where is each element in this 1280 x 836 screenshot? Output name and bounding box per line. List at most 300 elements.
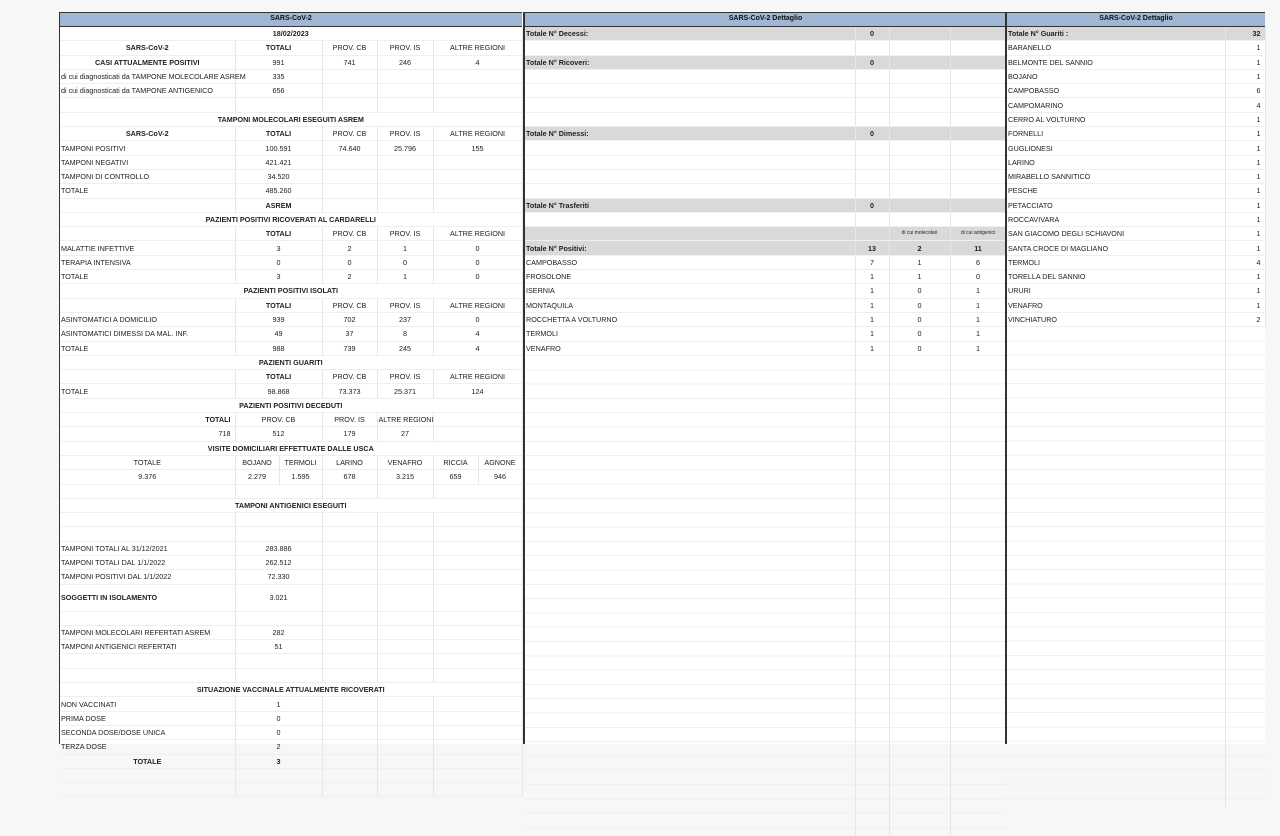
table-cell: 421.421 [235,155,322,169]
table-cell: PROV. IS [322,413,377,427]
table-row [60,184,522,198]
empty-cell [377,697,433,711]
table-row [60,668,522,682]
table-row [60,654,522,668]
table-row [60,69,522,83]
empty-cell [889,84,950,98]
empty-cell [377,625,433,639]
table-row [525,327,1006,341]
table-cell: 37 [322,327,377,341]
empty-cell [525,84,855,98]
table-row [60,640,522,654]
table-cell: 3 [235,754,322,768]
empty-cell [235,668,322,682]
table-row [60,485,522,499]
empty-cell [377,640,433,654]
table-cell: 3.215 [377,470,433,484]
table-cell: 124 [433,384,522,398]
empty-cell [60,527,235,541]
table-cell: PETACCIATO [1007,198,1225,212]
table-row [1007,141,1265,155]
table-row [525,84,1006,98]
table-row [1007,69,1265,83]
table-row [525,155,1006,169]
table-cell: 656 [235,84,322,98]
table-cell: SOGGETTI IN ISOLAMENTO [60,584,235,611]
empty-cell [60,227,235,241]
col-antigenici: di cui antigenici [950,227,1006,241]
empty-cell [855,98,889,112]
table-cell: 0 [433,270,522,284]
table-cell: FROSOLONE [525,270,855,284]
table-cell: PROV. IS [377,370,433,384]
table-row [525,141,1006,155]
table-row [1007,270,1265,284]
table-cell: SANTA CROCE DI MAGLIANO [1007,241,1225,255]
table-cell: TAMPONI ANTIGENICI REFERTATI [60,640,235,654]
table-cell: 1 [377,270,433,284]
table-cell: 0 [889,298,950,312]
table-cell: 13 [855,241,889,255]
table-cell: 678 [322,470,377,484]
empty-cell [60,768,235,782]
table-cell: ROCCAVIVARA [1007,212,1225,226]
table-row [525,298,1006,312]
table-row [60,541,522,555]
table-cell: 1 [889,270,950,284]
table-row [60,370,522,384]
empty-cell [322,711,377,725]
empty-cell [433,98,522,112]
table-cell: 1 [1225,212,1265,226]
table-cell: PROV. CB [322,227,377,241]
table-row [525,112,1006,126]
empty-cell [855,41,889,55]
table-row [525,284,1006,298]
table-cell: Totale N° Positivi: [525,241,855,255]
table-cell: TOTALI [235,127,322,141]
table-cell: 32 [1225,27,1265,41]
empty-cell [235,527,322,541]
section-title: VISITE DOMICILIARI EFFETTUATE DALLE USCA [60,441,522,455]
empty-cell [950,212,1006,226]
table-cell: 0 [950,270,1006,284]
empty-cell [60,783,235,797]
table-row [525,41,1006,55]
table-cell: 0 [889,284,950,298]
table-row [60,284,522,298]
table-cell: 1 [1225,112,1265,126]
table-row [525,212,1006,226]
table-row [60,754,522,768]
empty-cell [322,84,377,98]
table-row [1007,198,1265,212]
summary-panel [60,12,522,766]
table-cell: TOTALE [60,754,235,768]
table-cell: 991 [235,55,322,69]
detail-table [525,27,1007,356]
table-cell: 946 [478,470,522,484]
table-cell: 6 [950,255,1006,269]
table-cell: Totale N° Trasferiti [525,198,855,212]
table-cell: ASINTOMATICI DIMESSI DA MAL. INF. [60,327,235,341]
table-cell: LARINO [1007,155,1225,169]
table-row [60,298,522,312]
empty-cell [60,513,235,527]
table-row [525,241,1006,255]
table-row [60,570,522,584]
table-cell: 1 [1225,284,1265,298]
empty-cell [433,584,522,611]
table-cell: 0 [855,198,889,212]
table-cell: 3.021 [235,584,322,611]
table-row [60,498,522,512]
table-cell: ALTRE REGIONI [433,298,522,312]
empty-cell [433,84,522,98]
empty-cell [525,212,855,226]
table-cell: TAMPONI POSITIVI [60,141,235,155]
table-cell: PROV. CB [235,413,322,427]
table-cell: BARANELLO [1007,41,1225,55]
empty-cell [377,155,433,169]
table-row [1007,155,1265,169]
empty-cell [433,625,522,639]
empty-cell [433,513,522,527]
table-row [1007,84,1265,98]
table-row [60,783,522,797]
table-cell: SAN GIACOMO DEGLI SCHIAVONI [1007,227,1225,241]
table-row [525,184,1006,198]
table-cell: PROV. IS [377,127,433,141]
table-cell: 51 [235,640,322,654]
empty-cell [855,169,889,183]
panel-header: SARS-CoV-2 Dettaglio [525,12,1006,27]
table-row [60,127,522,141]
table-cell: TOTALI [235,227,322,241]
table-row [60,241,522,255]
empty-cell [60,611,235,625]
empty-cell [377,740,433,754]
table-row [1007,255,1265,269]
table-cell: 0 [377,255,433,269]
table-cell: CERRO AL VOLTURNO [1007,112,1225,126]
empty-cell [377,584,433,611]
table-cell: 1 [1225,198,1265,212]
table-cell: di cui diagnosticati da TAMPONE MOLECOLARE ASREM [60,69,235,83]
table-row [1007,241,1265,255]
table-cell: 702 [322,312,377,326]
empty-cell [950,169,1006,183]
table-cell: SARS-CoV-2 [60,127,235,141]
table-cell: 0 [433,241,522,255]
table-cell: 4 [1225,255,1265,269]
table-cell: TERMOLI [1007,255,1225,269]
section-title: PAZIENTI GUARITI [60,355,522,369]
table-cell: Totale N° Dimessi: [525,127,855,141]
empty-cell [235,654,322,668]
empty-cell [377,98,433,112]
table-cell: 237 [377,312,433,326]
report-date: 18/02/2023 [60,27,522,41]
table-cell: PROV. CB [322,298,377,312]
table-cell: TAMPONI TOTALI DAL 1/1/2022 [60,555,235,569]
table-cell: ALTRE REGIONI [377,413,433,427]
table-row [1007,127,1265,141]
table-row [60,327,522,341]
table-cell: 741 [322,55,377,69]
table-cell: LARINO [322,456,377,470]
col-totali: TOTALI [235,41,322,55]
empty-cell [889,27,950,41]
empty-cell [433,155,522,169]
empty-cell [950,112,1006,126]
panel-header: SARS-CoV-2 Dettaglio [1007,12,1265,27]
empty-cell [855,155,889,169]
empty-cell [60,654,235,668]
table-row [60,725,522,739]
empty-cell [377,485,433,499]
table-cell: TOTALI [235,370,322,384]
empty-cell [525,69,855,83]
table-cell: ALTRE REGIONI [433,370,522,384]
empty-cell [433,654,522,668]
table-row [60,384,522,398]
empty-cell [322,570,377,584]
section-title: PAZIENTI POSITIVI DECEDUTI [60,398,522,412]
empty-cell [322,725,377,739]
table-cell: TERAPIA INTENSIVA [60,255,235,269]
empty-cell [855,112,889,126]
table-cell: 0 [889,341,950,355]
table-cell: 1 [855,341,889,355]
table-cell: 0 [855,127,889,141]
table-cell: 739 [322,341,377,355]
table-cell: 2 [235,740,322,754]
empty-cell [525,227,855,241]
empty-cell [377,513,433,527]
table-cell: 988 [235,341,322,355]
table-row [60,697,522,711]
empty-cell [322,625,377,639]
empty-cell [433,69,522,83]
table-cell: FORNELLI [1007,127,1225,141]
table-row [1007,312,1265,326]
empty-cell [433,198,522,212]
table-cell: 1 [1225,55,1265,69]
table-cell: CAMPOBASSO [1007,84,1225,98]
table-cell: 245 [377,341,433,355]
empty-cell [322,555,377,569]
table-cell: 0 [889,327,950,341]
table-row [525,98,1006,112]
table-row [1007,184,1265,198]
table-row [60,584,522,611]
empty-cell [433,668,522,682]
table-cell: 4 [1225,98,1265,112]
table-cell: 8 [377,327,433,341]
col-prov-cb: PROV. CB [322,41,377,55]
empty-cell [322,740,377,754]
table-row [60,227,522,241]
table-cell: 98.868 [235,384,322,398]
empty-cell [322,169,377,183]
section-title: PAZIENTI POSITIVI RICOVERATI AL CARDARELLI [60,212,522,226]
table-cell: 1 [950,284,1006,298]
empty-cell [377,768,433,782]
empty-cell [433,768,522,782]
table-cell: VINCHIATURO [1007,312,1225,326]
table-cell: 2.279 [235,470,279,484]
empty-cell [950,141,1006,155]
table-cell: GUGLIONESI [1007,141,1225,155]
table-row [1007,27,1265,41]
table-row [525,55,1006,69]
guariti-table [1007,27,1266,327]
empty-cell [950,127,1006,141]
empty-cell [525,98,855,112]
table-cell: TAMPONI DI CONTROLLO [60,169,235,183]
table-row [525,270,1006,284]
empty-grid [525,356,1006,836]
empty-cell [322,584,377,611]
table-cell: TOTALE [60,184,235,198]
table-row [60,413,522,427]
empty-cell [855,184,889,198]
table-cell: 0 [855,27,889,41]
empty-cell [950,198,1006,212]
table-cell: 1 [1225,241,1265,255]
table-cell: 155 [433,141,522,155]
table-cell: 246 [377,55,433,69]
table-cell: NON VACCINATI [60,697,235,711]
table-cell: PROV. IS [377,298,433,312]
antigenici-table [60,485,523,798]
table-cell: 1 [950,312,1006,326]
empty-cell [889,41,950,55]
table-cell: TERMOLI [525,327,855,341]
table-cell: Totale N° Guariti : [1007,27,1225,41]
empty-cell [377,84,433,98]
table-row [525,312,1006,326]
col-prov-is: PROV. IS [377,41,433,55]
table-cell: 1 [950,341,1006,355]
table-cell: 0 [235,255,322,269]
table-cell: BOJANO [235,456,279,470]
col-altre-regioni: ALTRE REGIONI [433,41,522,55]
empty-cell [377,527,433,541]
table-cell: TOTALI [235,298,322,312]
table-cell: ALTRE REGIONI [433,227,522,241]
table-row [1007,41,1265,55]
table-cell: 100.591 [235,141,322,155]
table-cell: 3 [235,241,322,255]
empty-cell [377,754,433,768]
empty-cell [377,668,433,682]
empty-cell [950,184,1006,198]
table-cell: 1 [1225,69,1265,83]
table-row [60,141,522,155]
table-cell: 1 [235,697,322,711]
empty-cell [322,611,377,625]
section-title: TAMPONI MOLECOLARI ESEGUITI ASREM [60,112,522,126]
table-row [60,155,522,169]
table-cell: 1 [855,298,889,312]
table-cell: 4 [433,55,522,69]
table-row [60,41,522,55]
empty-cell [377,783,433,797]
empty-cell [889,112,950,126]
table-row [60,470,522,484]
table-cell: 0 [855,55,889,69]
table-cell: 2 [322,241,377,255]
panel-header: SARS-CoV-2 [60,12,522,27]
table-cell: VENAFRO [525,341,855,355]
empty-cell [433,570,522,584]
empty-cell [950,41,1006,55]
table-cell: BOJANO [1007,69,1225,83]
table-cell: TOTALE [60,270,235,284]
table-cell: 262.512 [235,555,322,569]
table-cell: ASINTOMATICI A DOMICILIO [60,312,235,326]
empty-cell [322,697,377,711]
table-row [525,69,1006,83]
empty-cell [322,768,377,782]
empty-cell [60,298,235,312]
table-row [60,625,522,639]
empty-cell [235,513,322,527]
table-cell: 282 [235,625,322,639]
empty-cell [322,668,377,682]
table-row [1007,112,1265,126]
table-cell: di cui diagnosticati da TAMPONE ANTIGENICO [60,84,235,98]
empty-cell [433,413,522,427]
empty-cell [377,570,433,584]
table-cell: CASI ATTUALMENTE POSITIVI [60,55,235,69]
empty-cell [322,198,377,212]
empty-cell [525,184,855,198]
empty-cell [433,555,522,569]
table-cell: SECONDA DOSE/DOSE UNICA [60,725,235,739]
empty-cell [889,69,950,83]
table-cell: 1 [950,327,1006,341]
table-row [1007,284,1265,298]
empty-cell [60,198,235,212]
table-cell: URURI [1007,284,1225,298]
table-cell: 1 [1225,169,1265,183]
table-cell: TOTALI [60,413,235,427]
empty-cell [950,55,1006,69]
empty-cell [433,169,522,183]
empty-cell [377,611,433,625]
empty-cell [525,155,855,169]
table-cell: PESCHE [1007,184,1225,198]
table-cell: MONTAQUILA [525,298,855,312]
empty-cell [855,212,889,226]
table-row [60,212,522,226]
table-cell: TAMPONI NEGATIVI [60,155,235,169]
table-row [60,312,522,326]
section-title: PAZIENTI POSITIVI ISOLATI [60,284,522,298]
table-row [1007,298,1265,312]
table-cell: 2 [889,241,950,255]
empty-cell [235,485,322,499]
table-cell: TOTALE [60,456,235,470]
table-row [60,611,522,625]
table-row [60,198,522,212]
table-cell: 1 [889,255,950,269]
table-cell: 72.330 [235,570,322,584]
empty-cell [889,98,950,112]
